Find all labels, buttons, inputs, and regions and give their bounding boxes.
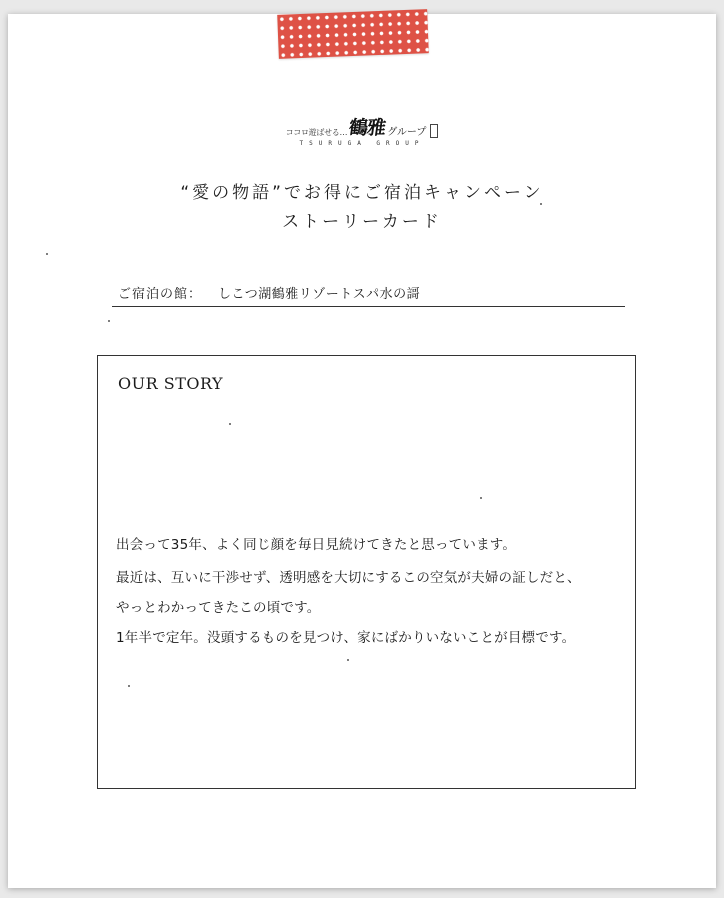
logo-latin: TSURUGA GROUP: [299, 140, 425, 147]
washi-tape: [277, 9, 429, 59]
group-logo: [282, 118, 442, 156]
campaign-title: “愛の物語”でお得にご宿泊キャンペーン: [180, 183, 544, 203]
scan-speck: [229, 423, 231, 425]
inn-name: しこつ湖鶴雅リゾートスパ水の謌: [218, 287, 421, 302]
inn-underline: [112, 306, 625, 307]
story-line: 1年半で定年。没頭するものを見つけ、家にばかりいないことが目標です。: [116, 630, 576, 646]
story-heading: OUR STORY: [118, 374, 224, 393]
scan-speck: [108, 320, 110, 322]
logo-wordmark: [282, 118, 442, 138]
story-line: やっとわかってきたこの頃です。: [116, 600, 321, 616]
logo-suffix: グループ: [387, 127, 427, 138]
scan-speck: [540, 203, 542, 205]
logo-tagline: ココロ遊ばせる…: [285, 128, 348, 137]
scan-speck: [347, 659, 349, 661]
seal-icon: [430, 124, 438, 138]
scan-speck: [46, 253, 48, 255]
inn-label: ご宿泊の館：: [118, 287, 203, 302]
card-title: ストーリーカード: [282, 212, 442, 232]
logo-brand: 鶴雅: [347, 117, 387, 139]
scan-speck: [128, 685, 130, 687]
story-line: 出会って35年、よく同じ顔を毎日見続けてきたと思っています。: [116, 537, 517, 553]
scan-speck: [480, 497, 482, 499]
inn-row: [118, 283, 420, 302]
story-line: 最近は、互いに干渉せず、透明感を大切にするこの空気が夫婦の証しだと、: [116, 570, 581, 586]
